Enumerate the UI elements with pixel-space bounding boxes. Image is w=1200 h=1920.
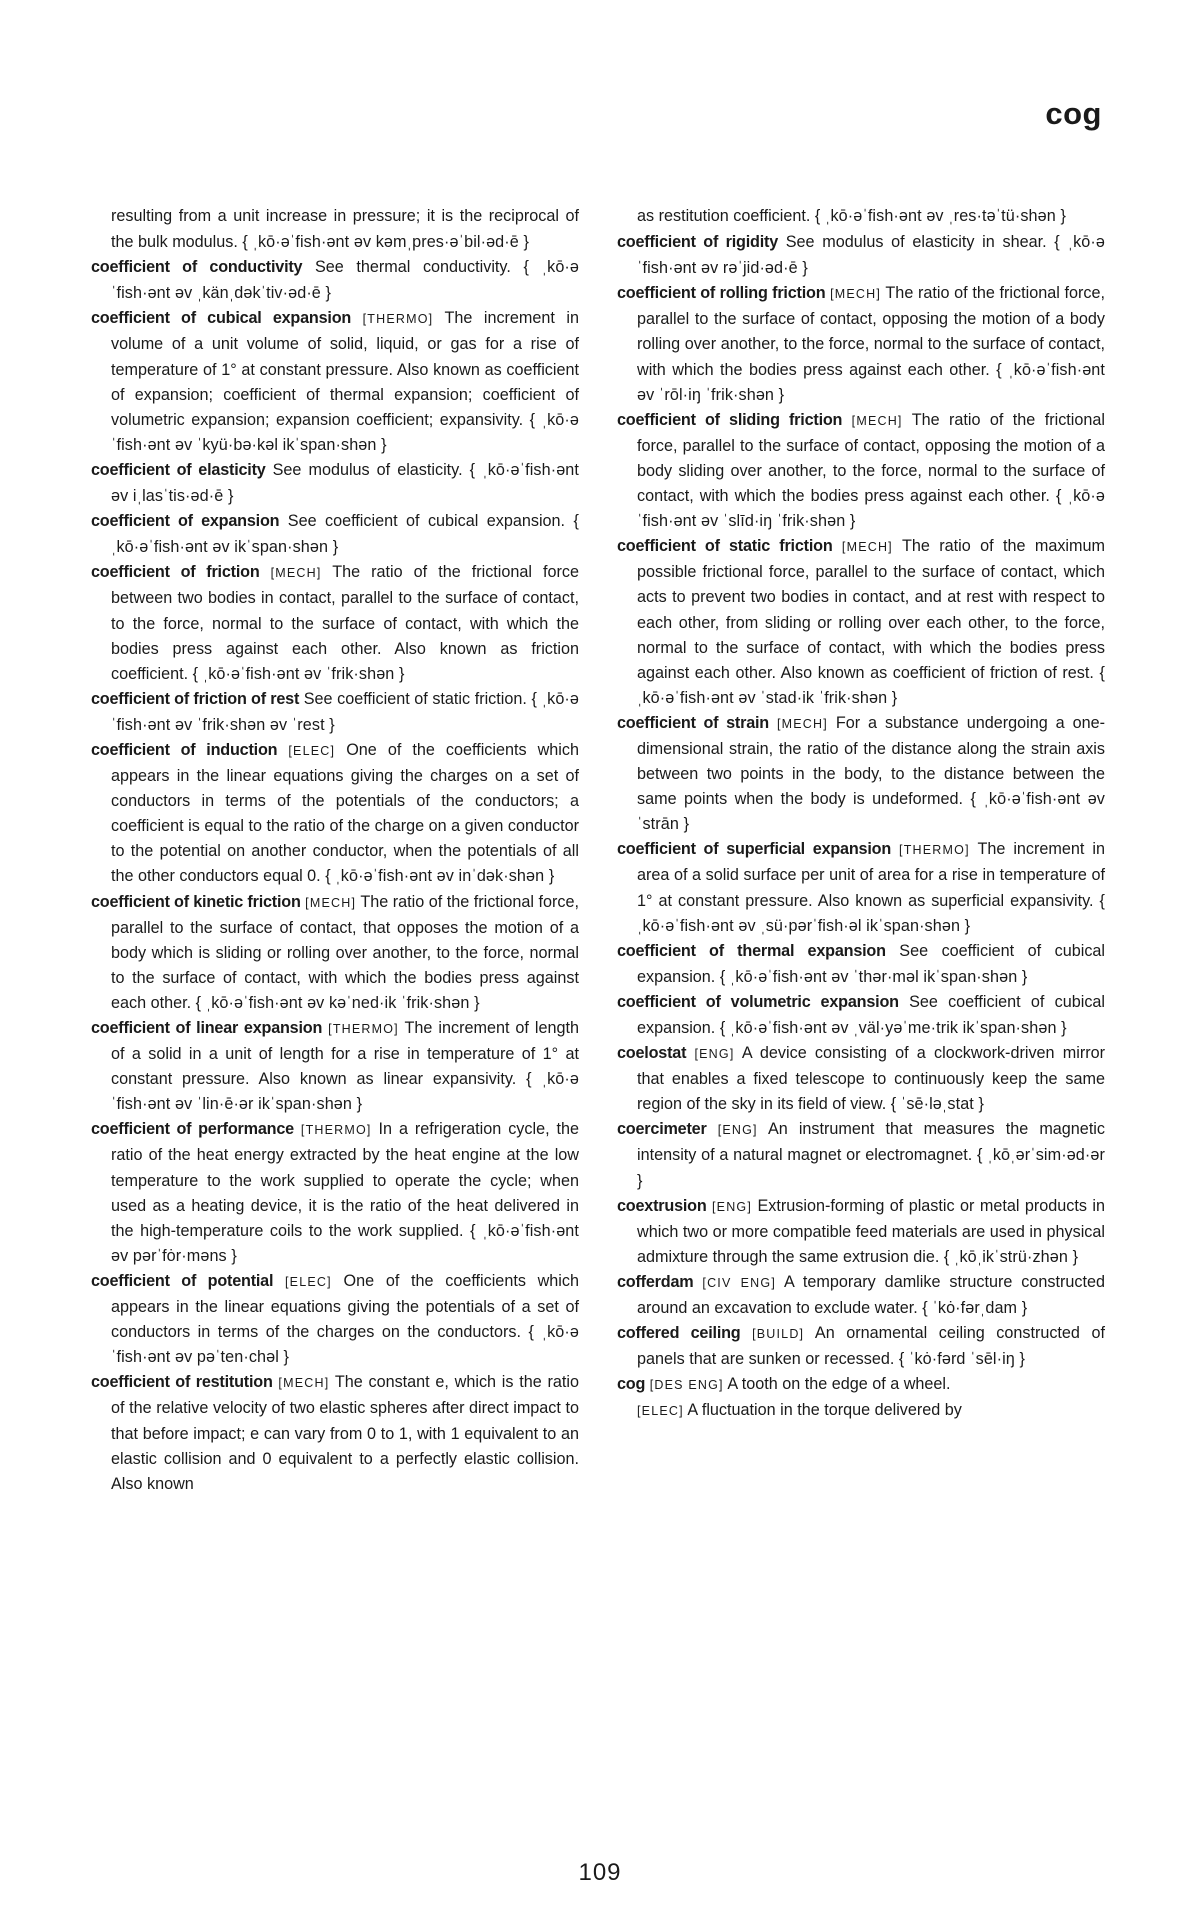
dictionary-entry [91, 458, 579, 509]
entry-headword: coefficient of performance [91, 1120, 294, 1139]
entry-definition: See coefficient of cubical expansion. [637, 941, 1106, 986]
entry-definition: See thermal conductivity. [314, 258, 511, 277]
entry-label: [ELEC] [637, 1404, 684, 1419]
dictionary-entry [91, 687, 579, 738]
entry-headword: coextrusion [617, 1196, 707, 1215]
entry-pronunciation: { ˌkō·əˈfish·ənt əv pəˈten·chəl } [111, 1323, 579, 1367]
entry-definition: See coefficient of static friction. [303, 689, 527, 708]
entry-headword: coefficient of kinetic friction [91, 892, 301, 911]
dictionary-entry [617, 281, 1105, 407]
entry-definition: The ratio of the frictional force, parallel to the surface of contact, opposing the motion of a body rolling over another, to the force, normal to the surface of contact, with which the bodies press against each other. [637, 284, 1105, 379]
dictionary-entry [617, 1321, 1105, 1372]
entry-pronunciation: { ˌkō·əˈfish·ənt əv inˈdək·shən } [325, 867, 555, 886]
dictionary-entry [617, 534, 1105, 711]
entry-headword: coefficient of thermal expansion [617, 941, 886, 960]
entry-definition: resulting from a unit increase in pressure; it is the reciprocal of the bulk modulus. [111, 207, 579, 252]
entry-headword: coefficient of induction [91, 740, 278, 759]
entry-label: [THERMO] [362, 312, 434, 327]
entry-pronunciation: { ˌkō·əˈfish·ənt əv ˈfrik·shən } [192, 664, 405, 683]
entry-headword: cog [617, 1375, 646, 1394]
entry-headword: coefficient of conductivity [91, 258, 303, 277]
entry-label: [THERMO] [328, 1022, 399, 1036]
entry-label: [DES ENG] [649, 1378, 724, 1393]
dictionary-entry [617, 1372, 1105, 1398]
entry-definition: The ratio of the maximum possible frictional force, parallel to the surface of contact, which acts to prevent two bodies in contact, and at rest with respect to each other, from sliding or rolling over each other, to the force, normal to the surface of contact, with which the bodies press against each other. Also known as coefficient of friction of rest. [637, 537, 1105, 682]
entry-headword: coefficient of static friction [617, 537, 833, 556]
entry-pronunciation: { ˌkō·əˈfish·ənt əv ˈslīd·iŋ ˈfrik·shən } [637, 487, 1105, 531]
entry-pronunciation: { ˌkō·əˈfish·ənt əv ikˈspan·shən } [111, 512, 580, 557]
entry-headword: coefficient of friction of rest [91, 689, 300, 708]
entry-headword: coefficient of volumetric expansion [617, 992, 899, 1011]
entry-definition: The ratio of the frictional force, parallel to the surface of contact, that opposes the motion of a body which is sliding or rolling over another, to the force, normal to the surface of contact, with which the bodies press against each other. [111, 892, 579, 1012]
dictionary-entry [91, 1370, 579, 1496]
entry-headword: coefficient of superficial expansion [617, 840, 892, 859]
dictionary-entry [91, 890, 579, 1016]
entry-pronunciation: { ˌkō·əˈfish·ənt əv kəˈned·ik ˈfrik·shən } [195, 993, 480, 1012]
entry-label: [MECH] [305, 895, 357, 910]
entry-definition: A fluctuation in the torque delivered by [687, 1401, 962, 1420]
entry-definition: See coefficient of cubical expansion. [287, 512, 566, 531]
entry-headword: coefficient of potential [91, 1271, 274, 1290]
entry-headword: coefficient of strain [617, 713, 769, 732]
entry-headword: coercimeter [617, 1120, 707, 1139]
dictionary-entry [617, 990, 1105, 1041]
entry-pronunciation: { ˌkō·əˈfish·ənt əv ˈlin·ē·ər ikˈspan·shən } [111, 1070, 580, 1114]
dictionary-entry [617, 1194, 1105, 1270]
entry-headword: coefficient of elasticity [91, 460, 266, 479]
dictionary-entry [617, 1398, 1105, 1424]
dictionary-entry [91, 1016, 579, 1117]
right-column [617, 204, 1105, 1425]
entry-label: [MECH] [830, 287, 882, 302]
dictionary-entry [91, 509, 579, 560]
entry-label: [THERMO] [300, 1123, 372, 1138]
dictionary-entry [91, 255, 579, 306]
entry-headword: coefficient of friction [91, 563, 260, 582]
entry-definition: In a refrigeration cycle, the ratio of the heat energy extracted by the heat engine at the low temperature to the work supplied to operate the cycle; when used as a heating device, it is the ratio of the heat delivered in the high-temperature coils to the work supplied. [111, 1120, 580, 1240]
entry-definition: See coefficient of cubical expansion. [637, 992, 1106, 1037]
dictionary-entry [617, 1117, 1105, 1193]
entry-pronunciation: { ˌkō·əˈfish·ənt əv kəmˌpres·əˈbil·əd·ē } [242, 233, 529, 252]
entry-pronunciation: { ˌkō·əˈfish·ənt əv ˌväl·yəˈme·trik ikˈspan·shən } [719, 1019, 1067, 1037]
entry-headword: coefficient of linear expansion [91, 1019, 323, 1037]
entry-headword: coefficient of expansion [91, 512, 280, 531]
entry-headword: coffered ceiling [617, 1324, 741, 1343]
entry-definition: An instrument that measures the magnetic intensity of a natural magnet or electromagnet. [637, 1120, 1106, 1165]
entry-definition: The ratio of the frictional force, parallel to the surface of contact, opposing the motion of a body sliding over another, to the force, normal to the surface of contact, with which the bodies press against each other. [637, 410, 1105, 506]
dictionary-entry [91, 1117, 579, 1269]
entry-pronunciation: { ˌkō·əˈfish·ənt əv iˌlasˈtis·əd·ē } [111, 460, 580, 506]
entry-headword: coefficient of restitution [91, 1373, 273, 1392]
entry-label: [MECH] [851, 413, 903, 428]
dictionary-entry [617, 711, 1105, 837]
entry-label: [CIV ENG] [702, 1275, 776, 1290]
left-column [91, 204, 579, 1497]
dictionary-entry [617, 1041, 1105, 1117]
entry-label: [MECH] [270, 566, 322, 581]
entry-definition: For a substance undergoing a one-dimensional strain, the ratio of the distance along the strain axis between two points in the body, to the distance between the same points when the body is undeformed. [637, 713, 1105, 809]
guide-word: cog [1045, 96, 1102, 131]
dictionary-entry [617, 408, 1105, 534]
entry-pronunciation: { ˌkō·əˈfish·ənt əv ˈkyü·bə·kəl ikˈspan·shən } [111, 410, 579, 454]
entry-definition: A tooth on the edge of a wheel. [727, 1375, 951, 1394]
entry-pronunciation: { ˌkō·əˈfish·ənt əv pərˈfȯr·məns } [111, 1221, 580, 1265]
entry-definition: The increment of length of a solid in a unit of length for a rise in temperature of 1° at constant pressure. Also known as linear expansivity. [111, 1019, 579, 1089]
entry-definition: The increment in area of a solid surface per unit of area for a rise in temperature of 1° at constant pressure. Also known as superficial expansivity. [637, 840, 1105, 910]
entry-label: [THERMO] [899, 843, 970, 858]
entry-pronunciation: { ˌkōˌikˈstrü·zhən } [943, 1247, 1079, 1266]
entry-pronunciation: { ˈkȯ·fərd ˈsēl·iŋ } [898, 1350, 1026, 1369]
entry-definition: The increment in volume of a unit volume of solid, liquid, or gas for a rise of temperature of 1° at constant pressure. Also known as coefficient of expansion; coefficient of thermal expansion; coefficient of volumetric expansion; expansion coefficient; expansivity. [111, 309, 579, 429]
dictionary-entry [617, 939, 1105, 990]
entry-pronunciation: { ˌkō·əˈfish·ənt əv ˌres·təˈtü·shən } [814, 207, 1066, 225]
dictionary-entry [617, 204, 1105, 230]
entry-label: [ELEC] [288, 743, 336, 758]
entry-label: [MECH] [841, 540, 893, 555]
entry-headword: coefficient of sliding friction [617, 410, 843, 429]
entry-definition: The constant e, which is the ratio of the relative velocity of two elastic spheres after direct impact to that before impact; e can vary from 0 to 1, with 1 equivalent to an elastic collision and 0 equivalent to a perfectly elastic collision. Also known [111, 1373, 579, 1493]
entry-definition: Extrusion-forming of plastic or metal products in which two or more compatible feed materials are used in physical admixture through the same extrusion die. [637, 1196, 1105, 1266]
dictionary-entry [91, 1269, 579, 1370]
entry-definition: One of the coefficients which appears in the linear equations giving the potentials of a set of conductors in terms of the charges on the conductors. [111, 1271, 579, 1342]
page-number: 109 [578, 1859, 622, 1886]
entry-definition: as restitution coefficient. [637, 207, 811, 225]
entry-label: [ENG] [694, 1047, 735, 1062]
dictionary-entry [617, 1270, 1105, 1321]
entry-headword: coefficient of rigidity [617, 233, 779, 252]
dictionary-entry [617, 837, 1105, 938]
entry-pronunciation: { ˌkō·əˈfish·ənt əv ˈstad·ik ˈfrik·shən } [637, 663, 1105, 707]
entry-headword: coefficient of cubical expansion [91, 309, 352, 328]
entry-pronunciation: { ˌkō·əˈfish·ənt əv ˌkänˌdəkˈtiv·əd·ē } [111, 258, 580, 303]
entry-pronunciation: { ˈsē·ləˌstat } [890, 1095, 985, 1114]
entry-headword: coefficient of rolling friction [617, 284, 826, 303]
dictionary-entry [91, 204, 579, 255]
entry-headword: coelostat [617, 1044, 687, 1063]
entry-label: [ENG] [717, 1123, 758, 1138]
entry-label: [MECH] [776, 716, 828, 731]
dictionary-entry [91, 560, 579, 686]
entry-definition: One of the coefficients which appears in the linear equations giving the charges on a set of conductors in terms of the potentials of the conductors; a coefficient is equal to the ratio of the charge on a given conductor to the potential on another conductor, when the potentials of all the other conductors equal 0. [111, 740, 579, 886]
entry-pronunciation: { ˌkō·əˈfish·ənt əv ˈrōl·iŋ ˈfrik·shən } [637, 360, 1106, 404]
entry-label: [BUILD] [752, 1327, 805, 1342]
entry-definition: A temporary damlike structure constructed around an excavation to exclude water. [637, 1272, 1105, 1318]
entry-pronunciation: { ˌkō·əˈfish·ənt əv ˈfrik·shən əv ˈrest } [111, 689, 580, 734]
entry-pronunciation: { ˈkȯ·fərˌdam } [922, 1299, 1028, 1318]
dictionary-entry [91, 738, 579, 890]
entry-pronunciation: { ˌkō·əˈfish·ənt əv ˈstrān } [637, 790, 1105, 834]
entry-label: [MECH] [278, 1376, 330, 1391]
entry-definition: See modulus of elasticity in shear. [785, 233, 1047, 252]
entry-definition: A device consisting of a clockwork-driven mirror that enables a fixed telescope to continuously keep the same region of the sky in its field of view. [637, 1044, 1105, 1114]
entry-headword: cofferdam [617, 1272, 694, 1291]
entry-pronunciation: { ˌkō·əˈfish·ənt əv ˌsü·pərˈfish·əl ikˈspan·shən } [637, 891, 1105, 935]
dictionary-entry [91, 306, 579, 458]
entry-pronunciation: { ˌkō·əˈfish·ənt əv ˈthər·məl ikˈspan·shən } [719, 967, 1028, 986]
entry-pronunciation: { ˌkō·əˈfish·ənt əv rəˈjid·əd·ē } [637, 233, 1105, 278]
entry-pronunciation: { ˌkōˌərˈsim·əd·ər } [637, 1146, 1105, 1190]
entry-definition: An ornamental ceiling constructed of panels that are sunken or recessed. [637, 1324, 1105, 1369]
entry-definition: The ratio of the frictional force between two bodies in contact, parallel to the surface of contact, to the force, normal to the surface of contact, with which the bodies press against each other. Also known as friction coefficient. [111, 563, 579, 683]
dictionary-entry [617, 230, 1105, 281]
entry-definition: See modulus of elasticity. [272, 460, 463, 479]
entry-label: [ENG] [712, 1199, 753, 1214]
entry-label: [ELEC] [285, 1274, 332, 1289]
